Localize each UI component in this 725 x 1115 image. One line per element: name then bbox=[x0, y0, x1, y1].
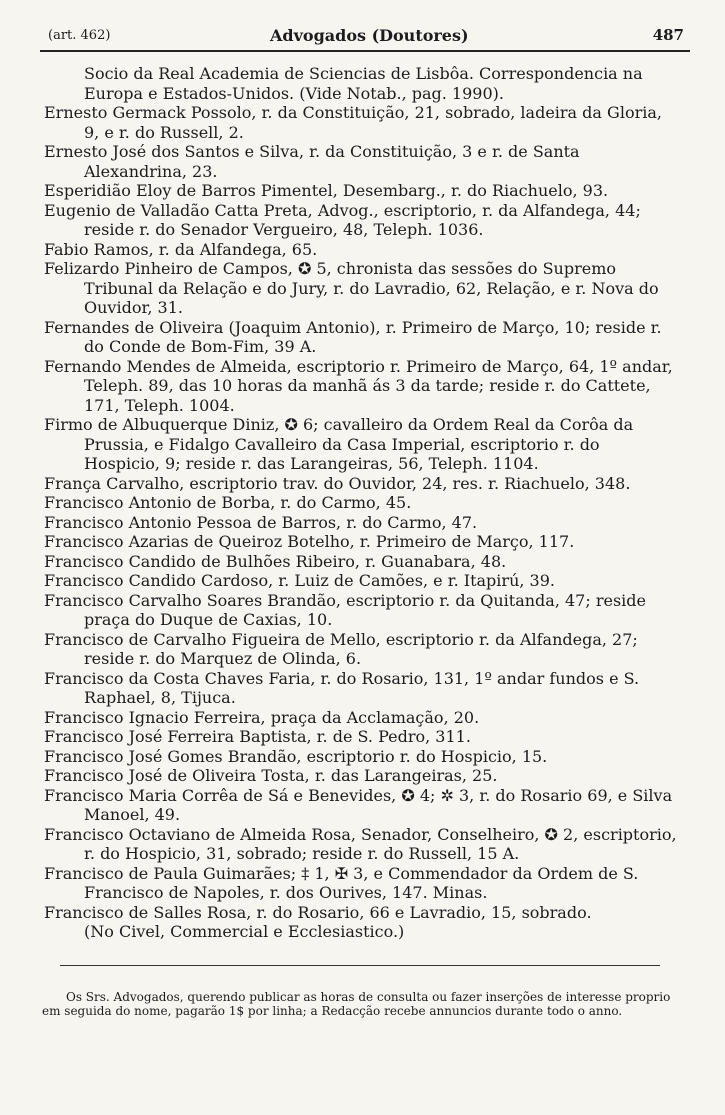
directory-entry: Ernesto José dos Santos e Silva, r. da Constituição, 3 e r. de Santa Alexandrina, 23. bbox=[44, 142, 580, 181]
directory-entry: Fernandes de Oliveira (Joaquim Antonio), r. Primeiro de Março, 10; reside r. do Conde de Bom-Fim, 39 A. bbox=[44, 317, 662, 356]
directory-entry: Francisco José Ferreira Baptista, r. de S. Pedro, 311. bbox=[44, 727, 471, 746]
directory-entry: Fernando Mendes de Almeida, escriptorio r. Primeiro de Março, 64, 1º andar, Teleph. 89, das 10 horas da manhã ás 3 da tarde; reside r. do Cattete, 171, Teleph. 1004. bbox=[44, 356, 673, 415]
entry-continuation: (No Civel, Commercial e Ecclesiastico.) bbox=[84, 922, 405, 941]
directory-entry: Francisco Antonio Pessoa de Barros, r. do Carmo, 47. bbox=[44, 512, 478, 532]
directory-entry: Francisco Candido Cardoso, r. Luiz de Camões, e r. Itapirú, 39. bbox=[44, 571, 555, 590]
directory-entry: Francisco Ignacio Ferreira, praça da Acclamação, 20. bbox=[44, 707, 480, 727]
directory-entry: Francisco de Salles Rosa, r. do Rosario, 66 e Lavradio, 15, sobrado. bbox=[44, 902, 592, 922]
directory-entry: Firmo de Albuquerque Diniz, ✪ 6; cavalleiro da Ordem Real da Corôa da Prussia, e Fidalgo Cavalleiro da Casa Imperial, escriptorio r. do Hospicio, 9; reside r. das Larangeiras, 56, Teleph. 1104. bbox=[44, 415, 634, 473]
directory-entry: França Carvalho, escriptorio trav. do Ouvidor, 24, res. r. Riachuelo, 348. bbox=[44, 473, 631, 493]
directory-entry: Francisco de Paula Guimarães; ‡ 1, ✠ 3, e Commendador da Ordem de S. Francisco de Napoles, r. dos Ourives, 147. Minas. bbox=[44, 863, 639, 902]
directory-entry: Francisco José de Oliveira Tosta, r. das Larangeiras, 25. bbox=[44, 766, 498, 785]
directory-entry: Francisco da Costa Chaves Faria, r. do Rosario, 131, 1º andar fundos e S. Raphael, 8, Tijuca. bbox=[44, 668, 640, 707]
directory-entry: Felizardo Pinheiro de Campos, ✪ 5, chronista das sessões do Supremo Tribunal da Relação e do Jury, r. do Lavradio, 62, Relação, e r. Nova do Ouvidor, 31. bbox=[44, 259, 659, 317]
directory-entry: Francisco Candido de Bulhões Ribeiro, r. Guanabara, 48. bbox=[44, 551, 507, 571]
entry-continuation: Socio da Real Academia de Sciencias de Lisbôa. Correspondencia na Europa e Estados-Unidos. (Vide Notab., pag. 1990). bbox=[84, 64, 643, 103]
directory-entry: Francisco Azarias de Queiroz Botelho, r. Primeiro de Março, 117. bbox=[44, 532, 575, 551]
running-header bbox=[40, 24, 690, 52]
directory-entry: Francisco José Gomes Brandão, escriptorio r. do Hospicio, 15. bbox=[44, 746, 548, 766]
page-number: 487 bbox=[652, 26, 684, 44]
directory-entry: Francisco Maria Corrêa de Sá e Benevides, ✪ 4; ✲ 3, r. do Rosario 69, e Silva Manoel, 49. bbox=[44, 785, 673, 824]
footnote-divider bbox=[60, 965, 660, 966]
directory-entry: Francisco Carvalho Soares Brandão, escriptorio r. da Quitanda, 47; reside praça do Duque de Caxias, 10. bbox=[44, 590, 646, 629]
section-title: Advogados (Doutores) bbox=[270, 26, 469, 45]
directory-entry: Esperidião Eloy de Barros Pimentel, Desembarg., r. do Riachuelo, 93. bbox=[44, 181, 609, 200]
directory-entry: Francisco Antonio de Borba, r. do Carmo, 45. bbox=[44, 493, 412, 512]
directory-entry: Eugenio de Valladão Catta Preta, Advog., escriptorio, r. da Alfandega, 44; reside r. do Senador Vergueiro, 48, Teleph. 1036. bbox=[44, 200, 641, 239]
directory-entries bbox=[44, 64, 678, 942]
directory-entry: Ernesto Germack Possolo, r. da Constituição, 21, sobrado, ladeira da Gloria, 9, e r. do Russell, 2. bbox=[44, 103, 662, 142]
footnote: Os Srs. Advogados, querendo publicar as horas de consulta ou fazer inserções de interesse proprio em seguida do nome, pagarão 1$ por linha; a Redacção recebe annuncios durante todo o anno. bbox=[42, 990, 671, 1018]
directory-entry: Francisco de Carvalho Figueira de Mello, escriptorio r. da Alfandega, 27; reside r. do Marquez de Olinda, 6. bbox=[44, 629, 638, 668]
directory-entry: Francisco Octaviano de Almeida Rosa, Senador, Conselheiro, ✪ 2, escriptorio, r. do Hospicio, 31, sobrado; reside r. do Russell, 15 A. bbox=[44, 824, 677, 863]
directory-entry: Fabio Ramos, r. da Alfandega, 65. bbox=[44, 239, 318, 259]
article-reference: (art. 462) bbox=[48, 28, 111, 43]
